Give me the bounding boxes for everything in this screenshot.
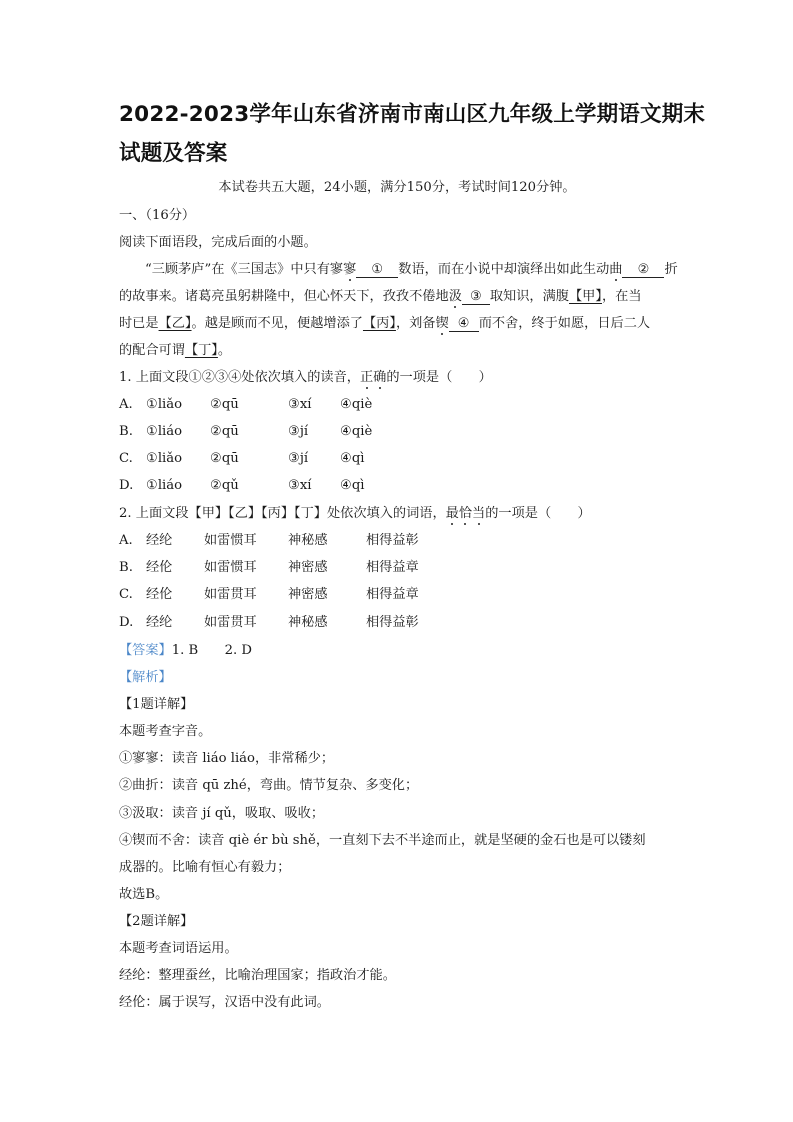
passage-line-2: 的故事来。诸葛亮虽躬耕隆中，但心怀天下，孜孜不倦地汲 ③ 取知识，满腹【甲】，在当 [119,289,642,304]
q1-detail-line: ③汲取：读音 jí qǔ，吸取、吸收； [119,806,325,821]
question-1-option-b: B. ①liáo ②qū ③jí ④qiè [119,424,373,439]
question-1-option-c: C. ①liǎo ②qū ③jí ④qì [119,451,365,466]
emphasis-dot-char: 锲 [435,316,449,331]
emphasis-dot-char: 汲 [448,289,462,304]
exam-info: 本试卷共五大题，24小题，满分150分，考试时间120分钟。 [218,180,576,195]
question-2-option-d: D. 经纶 如雷贯耳 神秘感 相得益彰 [119,615,419,630]
blank-ding: 【丁】 [184,343,218,358]
analysis-tag: 【解析】 [119,670,172,685]
reading-instruction: 阅读下面语段，完成后面的小题。 [119,235,317,250]
answer-line [119,643,252,659]
passage-line-3: 时已是【乙】。越是顾而不见，便越增添了【丙】，刘备锲 ④ 而不舍，终于如愿，日后二人 [119,316,651,331]
q1-detail-heading: 【1题详解】 [119,697,194,712]
q1-detail-line: 成器的。比喻有恒心有毅力； [119,860,291,875]
q2-detail-line: 经纶：整理蚕丝，比喻治理国家；指政治才能。 [119,968,396,983]
question-2-option-c: C. 经伦 如雷贯耳 神密感 相得益章 [119,587,419,602]
blank-bing: 【丙】 [362,316,396,331]
answer-text: 1. B 2. D [171,643,252,658]
blank-1: ① [356,262,398,278]
passage-line-1: “三顾茅庐”在《三国志》中只有寥寥 ① 数语，而在小说中却演绎出如此生动曲 ② 折 [145,262,678,277]
q1-detail-line: ①寥寥：读音 liáo liáo，非常稀少； [119,751,335,766]
blank-yi: 【乙】 [158,316,192,331]
document-title-line-2: 试题及答案 [119,141,228,166]
emphasis-dot-char: 寥 [343,262,357,277]
blank-4: ④ [449,316,479,332]
passage-line-4: 的配合可谓【丁】。 [119,343,232,358]
q1-detail-line: 本题考查字音。 [119,724,212,739]
answer-tag: 【答案】 [119,643,172,658]
q2-detail-line: 本题考查词语运用。 [119,941,238,956]
q1-detail-line: 故选B。 [119,887,169,902]
question-2-option-a: A. 经纶 如雷惯耳 神秘感 相得益彰 [119,533,419,548]
section-heading: 一、（16分） [119,208,196,223]
blank-jia: 【甲】 [569,289,602,304]
question-1-option-a: A. ①liǎo ②qū ③xí ④qiè [119,397,373,412]
q1-detail-line: ②曲折：读音 qū zhé，弯曲。情节复杂、多变化； [119,778,419,793]
q2-detail-line: 经伦：属于误写，汉语中没有此词。 [119,995,330,1010]
question-1-stem: 1. 上面文段①②③④处依次填入的读音，正确的一项是（ ） [119,370,492,385]
q2-detail-heading: 【2题详解】 [119,914,194,929]
question-2-option-b: B. 经伦 如雷惯耳 神密感 相得益章 [119,560,419,575]
q1-detail-line: ④锲而不舍：读音 qiè ér bù shě，一直刻下去不半途而止，就是坚硬的金石也是可以镂刻 [119,833,646,848]
question-1-option-d: D. ①liáo ②qǔ ③xí ④qì [119,478,365,493]
document-title-line-1: 2022-2023学年山东省济南市南山区九年级上学期语文期末 [119,102,706,127]
blank-2: ② [622,262,664,278]
blank-3: ③ [462,289,490,305]
emphasis-dot-char: 曲 [609,262,623,277]
question-2-stem: 2. 上面文段【甲】【乙】【丙】【丁】处依次填入的词语，最恰当的一项是（ ） [119,506,591,521]
